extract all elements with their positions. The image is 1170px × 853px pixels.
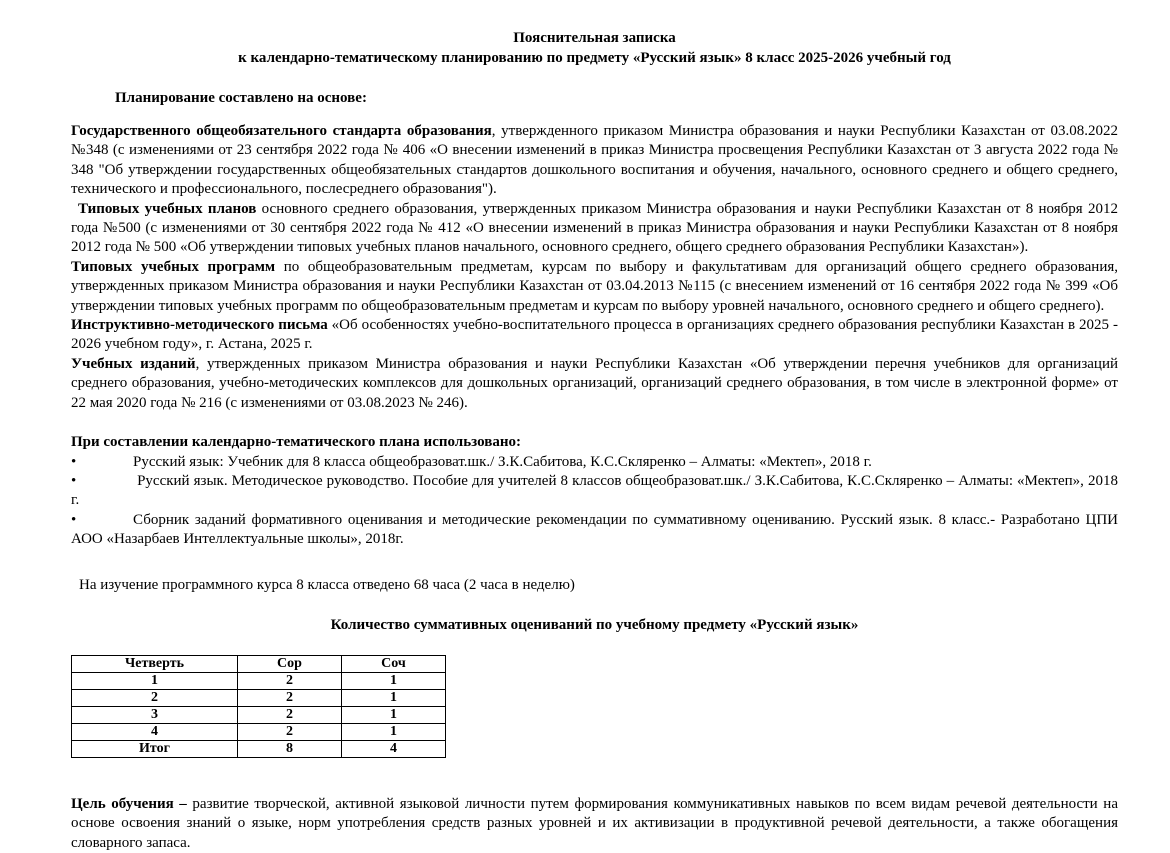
basis-item-gos-bold: Государственного общеобязательного стандарта образования <box>71 123 492 139</box>
spacer <box>71 413 1118 433</box>
table-cell-quarter: 3 <box>72 706 238 723</box>
table-row <box>72 672 446 689</box>
lead-heading: Планирование составлено на основе: <box>115 90 367 106</box>
table-row <box>72 689 446 706</box>
source-list-item-text: Русский язык. Методическое руководство. Пособие для учителей 8 классов общеобразоват.шк./ З.К.Сабитова, К.С.Скляренко – Алматы: «Мектеп», 2018 г. <box>71 472 1118 509</box>
basis-item-editions <box>71 355 1118 413</box>
bullet-icon: • <box>71 472 77 489</box>
basis-item-plans <box>71 200 1118 258</box>
table-cell-soch: 1 <box>342 706 446 723</box>
spacer <box>71 595 1118 615</box>
source-list-item <box>71 472 1118 511</box>
goal-paragraph <box>71 795 1118 853</box>
source-list-item <box>71 511 1118 550</box>
table-cell-sor: 2 <box>238 672 342 689</box>
spacer <box>71 550 1118 576</box>
bullet-icon: • <box>71 453 77 470</box>
table-cell-soch: 1 <box>342 723 446 740</box>
source-list-item-text: Сборник заданий формативного оценивания и методические рекомендации по суммативному оцениванию. Русский язык. 8 класс.- Разработано ЦПИ АОО «Назарбаев Интеллектуальные школы», 2018г. <box>71 511 1118 548</box>
spacer <box>71 758 1118 795</box>
summative-table <box>71 655 446 758</box>
table-cell-quarter: 1 <box>72 672 238 689</box>
table-cell-sor: 2 <box>238 689 342 706</box>
bullet-icon: • <box>71 511 77 528</box>
source-list-item <box>71 453 1118 472</box>
table-cell-quarter: 4 <box>72 723 238 740</box>
goal-text: развитие творческой, активной языковой личности путем формирования коммуникативных навыков по всем видам речевой деятельности на основе освоения знаний о языке, норм употребления средств разных уровней и их активизации в продуктивной речевой деятельности, а также обогащения словарного запаса. <box>71 795 1118 851</box>
basis-item-gos <box>71 122 1118 200</box>
page-subtitle: к календарно-тематическому планированию по предмету «Русский язык» 8 класс 2025-2026 учебный год <box>238 50 951 66</box>
basis-item-gos-rest: , утвержденного приказом Министра образования и науки Республики Казахстан от 03.08.2022 №348 (с изменениями от 23 сентября 2022 года № 406 «О внесении изменений в приказ Министра просвещения Республики Казахстан от 3 августа 2022 года № 348 "Об утверждении государственных общеобязательных стандартов дошкольного воспитания и обучения, начального, основного среднего и общего среднего, технического и профессионального, послесреднего образования"). <box>71 123 1118 198</box>
basis-item-programs <box>71 258 1118 316</box>
basis-item-letter-bold: Инструктивно-методического письма <box>71 317 328 334</box>
hours-note: На изучение программного курса 8 класса отведено 68 часа (2 часа в неделю) <box>79 576 575 593</box>
table-row <box>72 706 446 723</box>
spacer <box>71 68 1118 88</box>
table-cell-soch: 1 <box>342 672 446 689</box>
basis-item-editions-bold: Учебных изданий <box>71 355 196 372</box>
summative-heading: Количество суммативных оцениваний по учебному предмету «Русский язык» <box>330 616 859 633</box>
table-cell-sor: 2 <box>238 723 342 740</box>
table-header-cell: Сор <box>238 655 342 672</box>
page-title: Пояснительная записка <box>513 30 676 46</box>
table-header-row <box>72 655 446 672</box>
table-cell-sor: 2 <box>238 706 342 723</box>
table-cell-soch: 1 <box>342 689 446 706</box>
table-header-cell: Соч <box>342 655 446 672</box>
basis-item-plans-rest: основного среднего образования, утвержденных приказом Министра образования и науки Республики Казахстан от 8 ноября 2012 года №500 (с изменениями от 30 сентября 2022 года № 412 «О внесении изменений в приказ Министра образования и науки Республики Казахстан от 8 ноября 2012 года № 500 «Об утверждении типовых учебных планов начального, основного среднего, общего среднего образования Республики Казахстан»). <box>71 200 1118 256</box>
table-cell-sor: 8 <box>238 740 342 757</box>
table-row-total <box>72 740 446 757</box>
spacer <box>71 108 1118 122</box>
basis-item-plans-bold: Типовых учебных планов <box>78 200 257 217</box>
basis-item-letter <box>71 316 1118 355</box>
table-cell-quarter: 2 <box>72 689 238 706</box>
table-header-cell: Четверть <box>72 655 238 672</box>
goal-label: Цель обучения – <box>71 795 187 812</box>
spacer <box>71 635 1118 655</box>
basis-item-programs-rest: по общеобразовательным предметам, курсам по выбору и факультативам для организаций общего среднего образования, утвержденных приказом Министра образования и науки Республики Казахстан от 03.04.2013 №115 (с внесением изменений от 16 сентября 2022 года № 399 «Об утверждении типовых учебных программ по общеобразовательным предметам и курсам по выбору уровней начального, основного среднего и общего среднего). <box>71 258 1118 314</box>
basis-item-editions-rest: , утвержденных приказом Министра образования и науки Республики Казахстан «Об утверждении перечня учебников для организаций среднего образования, учебно-методических комплексов для дошкольных организаций, организаций среднего образования, в том числе в электронной форме» от 22 мая 2020 года № 216 (с изменениями от 03.08.2023 № 246). <box>71 355 1118 411</box>
basis-item-programs-bold: Типовых учебных программ <box>71 258 276 275</box>
source-list-item-text: Русский язык: Учебник для 8 класса общеобразоват.шк./ З.К.Сабитова, К.С.Скляренко – Алматы: «Мектеп», 2018 г. <box>133 453 872 470</box>
table-cell-soch: 4 <box>342 740 446 757</box>
basis-item-letter-rest: «Об особенностях учебно-воспитательного процесса в организациях среднего образования республики Казахстан в 2025 - 2026 учебном году», г. Астана, 2025 г. <box>71 317 1118 353</box>
table-cell-quarter: Итог <box>72 740 238 757</box>
table-row <box>72 723 446 740</box>
sources-heading: При составлении календарно-тематического плана использовано: <box>71 434 521 451</box>
